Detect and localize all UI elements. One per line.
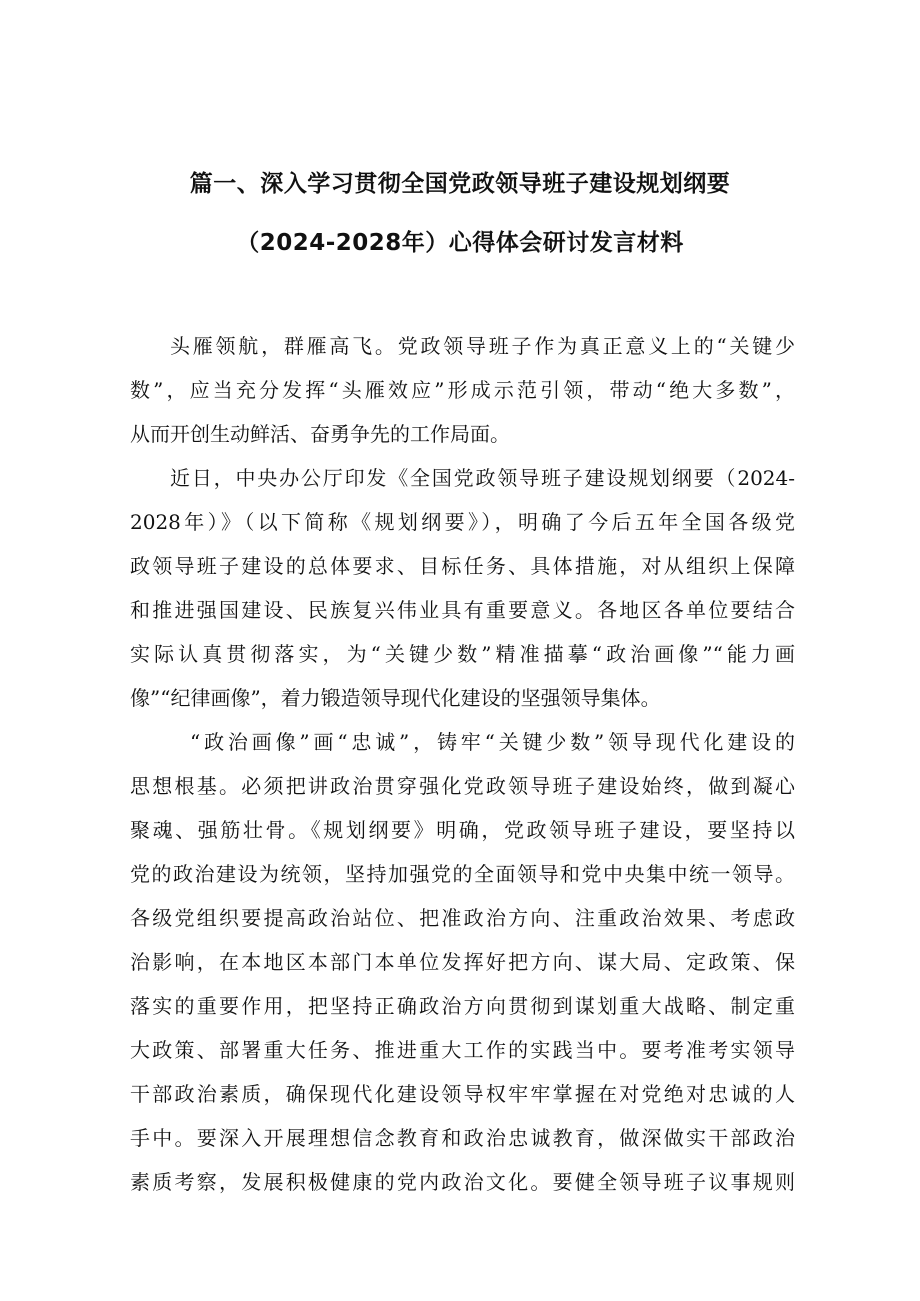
paragraph-2	[130, 456, 795, 720]
paragraph-line: 近日，中央办公厅印发《全国党政领导班子建设规划纲要（2024-	[170, 466, 795, 490]
paragraph-1	[130, 324, 795, 456]
paragraph-3	[130, 720, 795, 1204]
paragraph-line: “政治画像”画“忠诚”，铸牢“关键少数”领导现代化建设的	[190, 730, 795, 754]
paragraph-line: 2028年）》（以下简称《规划纲要》），明确了今后五年全国各级党	[130, 510, 795, 534]
paragraph-line: 素质考察，发展积极健康的党内政治文化。要健全领导班子议事规则	[130, 1170, 795, 1194]
document-title-line-2: （2024-2028年）心得体会研讨发言材料	[236, 230, 684, 256]
paragraph-line: 数”，应当充分发挥“头雁效应”形成示范引领，带动“绝大多数”，	[130, 378, 795, 402]
paragraph-line: 落实的重要作用，把坚持正确政治方向贯彻到谋划重大战略、制定重	[130, 994, 795, 1018]
paragraph-line: 治影响，在本地区本部门本单位发挥好把方向、谋大局、定政策、保	[130, 950, 795, 974]
paragraph-line: 头雁领航，群雁高飞。党政领导班子作为真正意义上的“关键少	[170, 334, 795, 358]
paragraph-line: 干部政治素质，确保现代化建设领导权牢牢掌握在对党绝对忠诚的人	[130, 1082, 795, 1106]
paragraph-line: 和推进强国建设、民族复兴伟业具有重要意义。各地区各单位要结合	[130, 598, 795, 622]
paragraph-line: 从而开创生动鲜活、奋勇争先的工作局面。	[130, 422, 510, 446]
document-title-line-1: 篇一、深入学习贯彻全国党政领导班子建设规划纲要	[189, 171, 731, 197]
paragraph-line: 政领导班子建设的总体要求、目标任务、具体措施，对从组织上保障	[130, 554, 795, 578]
paragraph-line: 大政策、部署重大任务、推进重大工作的实践当中。要考准考实领导	[130, 1038, 795, 1062]
paragraph-line: 手中。要深入开展理想信念教育和政治忠诚教育，做深做实干部政治	[130, 1126, 795, 1150]
paragraph-line: 思想根基。必须把讲政治贯穿强化党政领导班子建设始终，做到凝心	[130, 774, 795, 798]
paragraph-line: 聚魂、强筋壮骨。《规划纲要》明确，党政领导班子建设，要坚持以	[130, 818, 795, 842]
paragraph-line: 各级党组织要提高政治站位、把准政治方向、注重政治效果、考虑政	[130, 906, 795, 930]
paragraph-line: 党的政治建设为统领，坚持加强党的全面领导和党中央集中统一领导。	[130, 862, 795, 886]
paragraph-line: 实际认真贯彻落实，为“关键少数”精准描摹“政治画像”“能力画	[130, 642, 795, 666]
paragraph-line: 像”“纪律画像”，着力锻造领导现代化建设的坚强领导集体。	[130, 686, 661, 710]
